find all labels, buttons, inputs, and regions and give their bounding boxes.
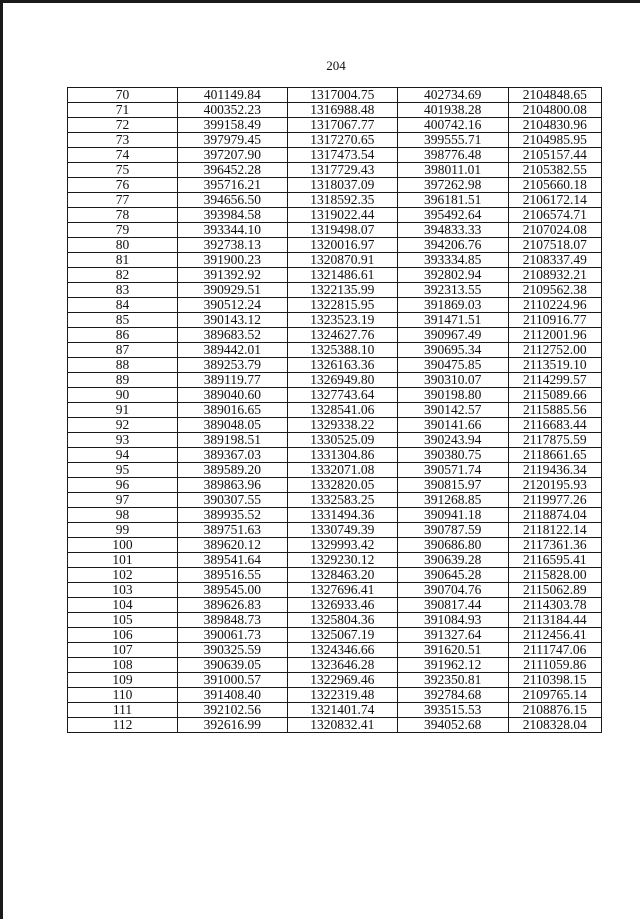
- table-cell: 394656.50: [177, 193, 287, 208]
- table-cell: 73: [68, 133, 178, 148]
- table-cell: 390787.59: [397, 523, 508, 538]
- table-row: [68, 418, 602, 433]
- table-cell: 1321401.74: [287, 703, 397, 718]
- table-cell: 2114303.78: [508, 598, 601, 613]
- table-cell: 393334.85: [397, 253, 508, 268]
- table-cell: 92: [68, 418, 178, 433]
- table-row: [68, 268, 602, 283]
- table-cell: 390815.97: [397, 478, 508, 493]
- table-cell: 2105660.18: [508, 178, 601, 193]
- table-cell: 393344.10: [177, 223, 287, 238]
- table-cell: 106: [68, 628, 178, 643]
- table-row: [68, 148, 602, 163]
- table-cell: 390639.05: [177, 658, 287, 673]
- table-cell: 1322815.95: [287, 298, 397, 313]
- table-cell: 392313.55: [397, 283, 508, 298]
- table-cell: 83: [68, 283, 178, 298]
- scan-edge-left: [0, 0, 3, 919]
- table-cell: 1324627.76: [287, 328, 397, 343]
- table-cell: 100: [68, 538, 178, 553]
- table-row: [68, 568, 602, 583]
- table-cell: 389541.64: [177, 553, 287, 568]
- table-cell: 1317004.75: [287, 88, 397, 103]
- table-cell: 399555.71: [397, 133, 508, 148]
- table-cell: 401149.84: [177, 88, 287, 103]
- table-cell: 391268.85: [397, 493, 508, 508]
- table-cell: 389848.73: [177, 613, 287, 628]
- table-cell: 2110224.96: [508, 298, 601, 313]
- table-cell: 97: [68, 493, 178, 508]
- table-cell: 89: [68, 373, 178, 388]
- table-cell: 2108328.04: [508, 718, 601, 733]
- table-cell: 72: [68, 118, 178, 133]
- table-row: [68, 628, 602, 643]
- table-row: [68, 493, 602, 508]
- table-cell: 1330525.09: [287, 433, 397, 448]
- table-cell: 389589.20: [177, 463, 287, 478]
- table-cell: 98: [68, 508, 178, 523]
- table-row: [68, 643, 602, 658]
- table-cell: 1331494.36: [287, 508, 397, 523]
- table-row: [68, 193, 602, 208]
- table-cell: 77: [68, 193, 178, 208]
- table-cell: 1319498.07: [287, 223, 397, 238]
- table-cell: 2110916.77: [508, 313, 601, 328]
- scan-edge-top: [0, 0, 640, 3]
- table-cell: 1332071.08: [287, 463, 397, 478]
- table-cell: 96: [68, 478, 178, 493]
- table-cell: 398776.48: [397, 148, 508, 163]
- table-cell: 1326949.80: [287, 373, 397, 388]
- table-row: [68, 658, 602, 673]
- table-cell: 1325804.36: [287, 613, 397, 628]
- table-cell: 390639.28: [397, 553, 508, 568]
- table-cell: 111: [68, 703, 178, 718]
- table-cell: 390310.07: [397, 373, 508, 388]
- table-row: [68, 298, 602, 313]
- table-cell: 2118122.14: [508, 523, 601, 538]
- table-row: [68, 118, 602, 133]
- table-cell: 1327696.41: [287, 583, 397, 598]
- table-cell: 390817.44: [397, 598, 508, 613]
- table-cell: 389198.51: [177, 433, 287, 448]
- table-cell: 87: [68, 343, 178, 358]
- table-cell: 2114299.57: [508, 373, 601, 388]
- table-cell: 389545.00: [177, 583, 287, 598]
- table-cell: 2117361.36: [508, 538, 601, 553]
- table-cell: 2118661.65: [508, 448, 601, 463]
- table-cell: 389626.83: [177, 598, 287, 613]
- table-cell: 390571.74: [397, 463, 508, 478]
- table-cell: 393515.53: [397, 703, 508, 718]
- table-cell: 2105157.44: [508, 148, 601, 163]
- table-cell: 2115828.00: [508, 568, 601, 583]
- table-row: [68, 103, 602, 118]
- table-cell: 2108932.21: [508, 268, 601, 283]
- table-cell: 390695.34: [397, 343, 508, 358]
- table-cell: 397979.45: [177, 133, 287, 148]
- table-cell: 390686.80: [397, 538, 508, 553]
- table-cell: 395716.21: [177, 178, 287, 193]
- table-cell: 109: [68, 673, 178, 688]
- table-cell: 392616.99: [177, 718, 287, 733]
- table-cell: 391327.64: [397, 628, 508, 643]
- table-cell: 1332583.25: [287, 493, 397, 508]
- table-cell: 400352.23: [177, 103, 287, 118]
- table-cell: 2109765.14: [508, 688, 601, 703]
- table-row: [68, 478, 602, 493]
- table-cell: 74: [68, 148, 178, 163]
- table-cell: 2105382.55: [508, 163, 601, 178]
- table-cell: 397207.90: [177, 148, 287, 163]
- table-cell: 390475.85: [397, 358, 508, 373]
- table-row: [68, 373, 602, 388]
- table-row: [68, 388, 602, 403]
- table-cell: 392784.68: [397, 688, 508, 703]
- table-cell: 390307.55: [177, 493, 287, 508]
- table-cell: 79: [68, 223, 178, 238]
- table-cell: 85: [68, 313, 178, 328]
- table-cell: 389119.77: [177, 373, 287, 388]
- table-cell: 76: [68, 178, 178, 193]
- table-cell: 2111059.86: [508, 658, 601, 673]
- table-cell: 2115089.66: [508, 388, 601, 403]
- table-cell: 401938.28: [397, 103, 508, 118]
- table-cell: 101: [68, 553, 178, 568]
- table-cell: 389863.96: [177, 478, 287, 493]
- table-cell: 1320832.41: [287, 718, 397, 733]
- table-row: [68, 88, 602, 103]
- table-cell: 86: [68, 328, 178, 343]
- table-cell: 1330749.39: [287, 523, 397, 538]
- table-cell: 1322135.99: [287, 283, 397, 298]
- table-cell: 397262.98: [397, 178, 508, 193]
- table-cell: 2118874.04: [508, 508, 601, 523]
- table-cell: 1327743.64: [287, 388, 397, 403]
- table-cell: 93: [68, 433, 178, 448]
- table-cell: 391471.51: [397, 313, 508, 328]
- table-cell: 396452.28: [177, 163, 287, 178]
- table-cell: 1323646.28: [287, 658, 397, 673]
- table-cell: 390143.12: [177, 313, 287, 328]
- table-cell: 1326163.36: [287, 358, 397, 373]
- table-cell: 390512.24: [177, 298, 287, 313]
- table-cell: 392738.13: [177, 238, 287, 253]
- table-row: [68, 208, 602, 223]
- table-cell: 2116595.41: [508, 553, 601, 568]
- table-cell: 1316988.48: [287, 103, 397, 118]
- table-cell: 2119977.26: [508, 493, 601, 508]
- table-cell: 80: [68, 238, 178, 253]
- table-cell: 2115062.89: [508, 583, 601, 598]
- table-cell: 389620.12: [177, 538, 287, 553]
- table-cell: 2116683.44: [508, 418, 601, 433]
- table-cell: 1324346.66: [287, 643, 397, 658]
- table-row: [68, 238, 602, 253]
- table-row: [68, 433, 602, 448]
- table-cell: 1319022.44: [287, 208, 397, 223]
- table-cell: 2106172.14: [508, 193, 601, 208]
- table-cell: 389367.03: [177, 448, 287, 463]
- table-cell: 70: [68, 88, 178, 103]
- table-cell: 1320016.97: [287, 238, 397, 253]
- table-cell: 390929.51: [177, 283, 287, 298]
- table-cell: 107: [68, 643, 178, 658]
- table-cell: 391869.03: [397, 298, 508, 313]
- table-cell: 391392.92: [177, 268, 287, 283]
- table-row: [68, 328, 602, 343]
- table-cell: 82: [68, 268, 178, 283]
- table-cell: 389253.79: [177, 358, 287, 373]
- table-cell: 390380.75: [397, 448, 508, 463]
- table-cell: 392102.56: [177, 703, 287, 718]
- table-cell: 1331304.86: [287, 448, 397, 463]
- table-cell: 396181.51: [397, 193, 508, 208]
- table-row: [68, 343, 602, 358]
- table-cell: 1328463.20: [287, 568, 397, 583]
- table-cell: 390141.66: [397, 418, 508, 433]
- table-row: [68, 178, 602, 193]
- table-row: [68, 703, 602, 718]
- coordinate-table: [67, 87, 602, 733]
- table-cell: 2104985.95: [508, 133, 601, 148]
- table-cell: 102: [68, 568, 178, 583]
- table-cell: 2109562.38: [508, 283, 601, 298]
- table-cell: 95: [68, 463, 178, 478]
- table-cell: 1317729.43: [287, 163, 397, 178]
- table-cell: 1317473.54: [287, 148, 397, 163]
- table-cell: 2108876.15: [508, 703, 601, 718]
- table-row: [68, 538, 602, 553]
- table-cell: 398011.01: [397, 163, 508, 178]
- table-cell: 2112456.41: [508, 628, 601, 643]
- table-cell: 390061.73: [177, 628, 287, 643]
- table-cell: 391000.57: [177, 673, 287, 688]
- table-cell: 390967.49: [397, 328, 508, 343]
- table-row: [68, 313, 602, 328]
- table-cell: 402734.69: [397, 88, 508, 103]
- table-row: [68, 523, 602, 538]
- table-row: [68, 688, 602, 703]
- table-cell: 1320870.91: [287, 253, 397, 268]
- table-cell: 1322969.46: [287, 673, 397, 688]
- table-cell: 2104830.96: [508, 118, 601, 133]
- table-cell: 1329230.12: [287, 553, 397, 568]
- table-cell: 394206.76: [397, 238, 508, 253]
- table-cell: 389040.60: [177, 388, 287, 403]
- table-cell: 1332820.05: [287, 478, 397, 493]
- table-cell: 390704.76: [397, 583, 508, 598]
- table-cell: 394052.68: [397, 718, 508, 733]
- table-cell: 103: [68, 583, 178, 598]
- table-cell: 108: [68, 658, 178, 673]
- table-cell: 2115885.56: [508, 403, 601, 418]
- table-cell: 104: [68, 598, 178, 613]
- table-row: [68, 253, 602, 268]
- table-body: [68, 88, 602, 733]
- table-cell: 2119436.34: [508, 463, 601, 478]
- table-cell: 2108337.49: [508, 253, 601, 268]
- table-cell: 1325067.19: [287, 628, 397, 643]
- table-cell: 1318592.35: [287, 193, 397, 208]
- table-cell: 390243.94: [397, 433, 508, 448]
- table-cell: 78: [68, 208, 178, 223]
- table-row: [68, 133, 602, 148]
- table-cell: 1321486.61: [287, 268, 397, 283]
- table-cell: 389751.63: [177, 523, 287, 538]
- table-cell: 389516.55: [177, 568, 287, 583]
- table-cell: 1326933.46: [287, 598, 397, 613]
- table-cell: 1317067.77: [287, 118, 397, 133]
- table-row: [68, 163, 602, 178]
- table-cell: 1329338.22: [287, 418, 397, 433]
- table-cell: 99: [68, 523, 178, 538]
- table-cell: 2113519.10: [508, 358, 601, 373]
- table-cell: 391900.23: [177, 253, 287, 268]
- table-cell: 391962.12: [397, 658, 508, 673]
- table-cell: 392802.94: [397, 268, 508, 283]
- table-cell: 392350.81: [397, 673, 508, 688]
- table-cell: 389935.52: [177, 508, 287, 523]
- table-cell: 88: [68, 358, 178, 373]
- table-cell: 389683.52: [177, 328, 287, 343]
- table-cell: 390325.59: [177, 643, 287, 658]
- table-cell: 2107024.08: [508, 223, 601, 238]
- table-cell: 2117875.59: [508, 433, 601, 448]
- table-cell: 390941.18: [397, 508, 508, 523]
- table-row: [68, 223, 602, 238]
- table-row: [68, 448, 602, 463]
- table-cell: 400742.16: [397, 118, 508, 133]
- table-cell: 399158.49: [177, 118, 287, 133]
- table-cell: 390142.57: [397, 403, 508, 418]
- table-row: [68, 508, 602, 523]
- table-row: [68, 613, 602, 628]
- table-row: [68, 598, 602, 613]
- table-cell: 1328541.06: [287, 403, 397, 418]
- table-cell: 395492.64: [397, 208, 508, 223]
- table-cell: 94: [68, 448, 178, 463]
- table-row: [68, 403, 602, 418]
- table-cell: 2107518.07: [508, 238, 601, 253]
- table-cell: 84: [68, 298, 178, 313]
- table-cell: 91: [68, 403, 178, 418]
- table-cell: 389048.05: [177, 418, 287, 433]
- table-cell: 110: [68, 688, 178, 703]
- table-cell: 391620.51: [397, 643, 508, 658]
- table-cell: 389016.65: [177, 403, 287, 418]
- table-cell: 1323523.19: [287, 313, 397, 328]
- table-cell: 1322319.48: [287, 688, 397, 703]
- table-cell: 390645.28: [397, 568, 508, 583]
- table-cell: 75: [68, 163, 178, 178]
- table-row: [68, 463, 602, 478]
- table-cell: 391408.40: [177, 688, 287, 703]
- table-row: [68, 553, 602, 568]
- table-cell: 2112752.00: [508, 343, 601, 358]
- table-cell: 2120195.93: [508, 478, 601, 493]
- table-cell: 2106574.71: [508, 208, 601, 223]
- table-row: [68, 673, 602, 688]
- table-cell: 2110398.15: [508, 673, 601, 688]
- table-row: [68, 583, 602, 598]
- table-cell: 2113184.44: [508, 613, 601, 628]
- table-cell: 390198.80: [397, 388, 508, 403]
- table-cell: 1317270.65: [287, 133, 397, 148]
- table-cell: 2104848.65: [508, 88, 601, 103]
- table-cell: 389442.01: [177, 343, 287, 358]
- table-cell: 393984.58: [177, 208, 287, 223]
- table-cell: 71: [68, 103, 178, 118]
- table-cell: 2111747.06: [508, 643, 601, 658]
- table-cell: 2104800.08: [508, 103, 601, 118]
- table-row: [68, 283, 602, 298]
- table-row: [68, 358, 602, 373]
- table-row: [68, 718, 602, 733]
- page-number: 204: [326, 58, 346, 73]
- table-cell: 105: [68, 613, 178, 628]
- table-cell: 391084.93: [397, 613, 508, 628]
- table-cell: 90: [68, 388, 178, 403]
- table-cell: 1329993.42: [287, 538, 397, 553]
- table-cell: 1325388.10: [287, 343, 397, 358]
- table-cell: 81: [68, 253, 178, 268]
- table-cell: 394833.33: [397, 223, 508, 238]
- table-cell: 1318037.09: [287, 178, 397, 193]
- table-cell: 112: [68, 718, 178, 733]
- table-cell: 2112001.96: [508, 328, 601, 343]
